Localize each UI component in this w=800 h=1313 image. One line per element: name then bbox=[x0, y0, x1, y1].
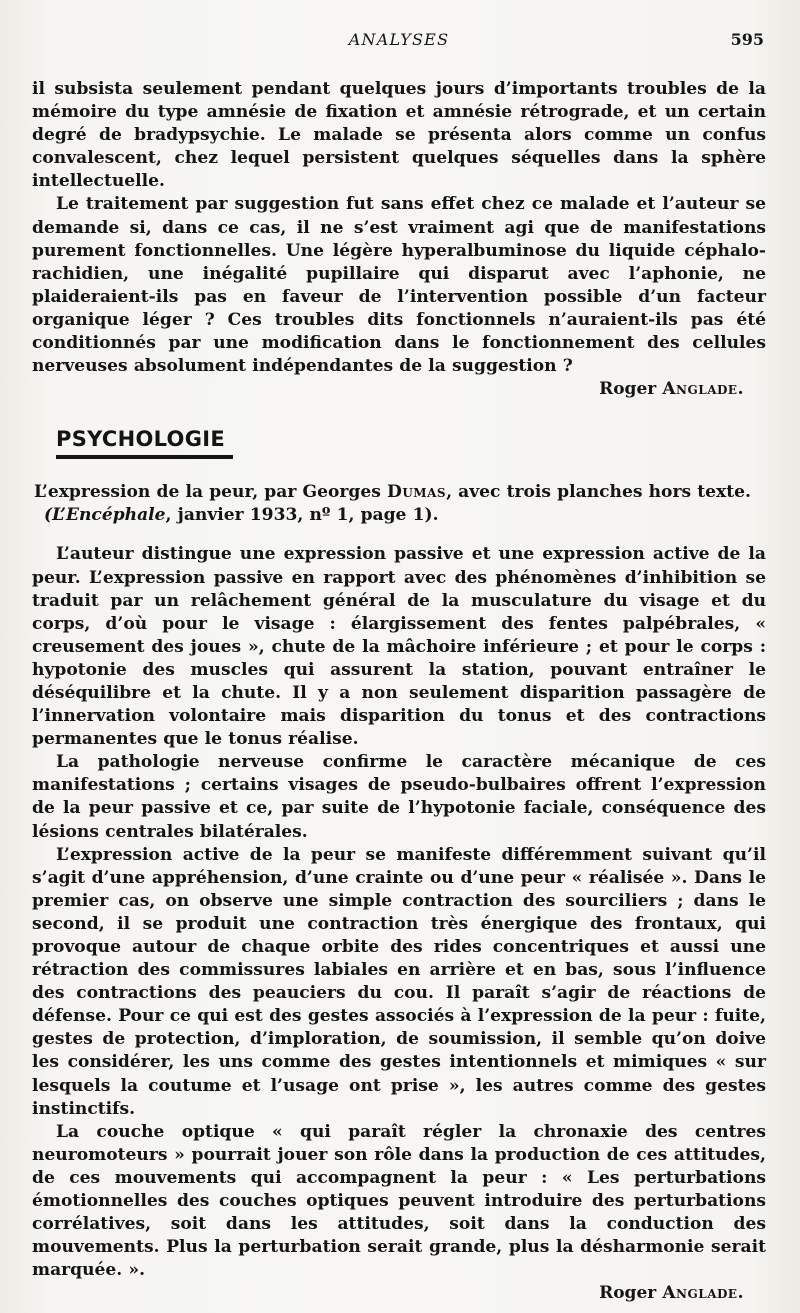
article-title-suffix: , avec trois planches hors texte. bbox=[446, 482, 751, 503]
running-title: ANALYSES bbox=[348, 30, 450, 49]
paragraph: La pathologie nerveuse confirme le caractère mécanique de ces manifestations ; certains visages de pseudo-bulbaires offrent l’expression de la peur passive et ce, par suite de l’hypotonie faciale, conséquence des lésions centrales bilatérales. bbox=[32, 752, 766, 842]
journal-issue: , janvier 1933, nº 1, page 1). bbox=[165, 505, 439, 526]
article-reference bbox=[34, 504, 766, 527]
page-number: 595 bbox=[730, 30, 764, 49]
signature-last-name: Anglade. bbox=[662, 379, 744, 400]
body-text bbox=[32, 78, 766, 1305]
signature bbox=[32, 1282, 766, 1305]
signature-last-name: Anglade. bbox=[662, 1283, 744, 1304]
article-title bbox=[32, 481, 766, 527]
article-title-text: L’expression de la peur, par Georges bbox=[34, 482, 381, 503]
paragraph: L’auteur distingue une expression passive et une expression active de la peur. L’expression passive en rapport avec des phénomènes d’inhibition se traduit par un relâchement général de la musculature du visage et du corps, d’où pour le visage : élargissement des fentes palpébrales, « creusement des joues », chute de la mâchoire inférieure ; et pour le corps : hypotonie des muscles qui assurent la station, pouvant entraîner le déséquilibre et la chute. Il y a non seulement disparition passagère de l’innervation volontaire mais disparition du tonus et des contractions permanentes que le tonus réalise. bbox=[32, 544, 766, 750]
section-heading: PSYCHOLOGIE bbox=[56, 427, 233, 459]
signature-first-name: Roger bbox=[599, 1283, 657, 1304]
running-head bbox=[32, 30, 766, 60]
signature bbox=[32, 378, 766, 401]
article-author: Dumas bbox=[387, 482, 447, 503]
paragraph: La couche optique « qui paraît régler la chronaxie des centres neuromoteurs » pourrait jouer son rôle dans la production de ces attitudes, de ces mouvements qui accompagnent la peur : « Les perturbations émotionnelles des couches optiques peuvent introduire des perturbations corrélatives, soit dans les attitudes, soit dans la conduction des mouvements. Plus la perturbation serait grande, plus la désharmonie serait marquée. ». bbox=[32, 1121, 766, 1281]
paragraph: L’expression active de la peur se manifeste différemment suivant qu’il s’agit d’une appréhension, d’une crainte ou d’une peur « réalisée ». Dans le premier cas, on observe une simple contraction des sourciliers ; dans le second, il se produit une contraction très énergique des frontaux, qui provoque autour de chaque orbite des rides concentriques et aussi une rétraction des commissures labiales en arrière et en bas, sous l’influence des contractions des peauciers du cou. Il paraît s’agir de réactions de défense. Pour ce qui est des gestes associés à l’expression de la peur : fuite, gestes de protection, d’imploration, de soumission, il semble qu’on doive les considérer, les uns comme des gestes intentionnels et mimiques « sur lesquels la coutume et l’usage ont prise », les autres comme des gestes instinctifs. bbox=[32, 844, 766, 1119]
journal-name: (L’Encéphale bbox=[44, 505, 166, 526]
paragraph: il subsista seulement pendant quelques jours d’importants troubles de la mémoire du type amnésie de fixation et amnésie rétrograde, et un certain degré de bradypsychie. Le malade se présenta alors comme un confus convalescent, chez lequel persistent quelques séquelles dans la sphère intellectuelle. bbox=[32, 79, 766, 192]
paragraph: Le traitement par suggestion fut sans effet chez ce malade et l’auteur se demande si, dans ce cas, il ne s’est vraiment agi que de manifestations purement fonctionnelles. Une légère hyperalbuminose du liquide céphalo-rachidien, une inégalité pupillaire qui disparut avec l’aphonie, ne plaideraient-ils pas en faveur de l’intervention possible d’un facteur organique léger ? Ces troubles dits fonctionnels n’auraient-ils pas été conditionnés par une modification dans le fonctionnement des cellules nerveuses absolument indépendantes de la suggestion ? bbox=[32, 194, 766, 377]
signature-first-name: Roger bbox=[599, 379, 657, 400]
